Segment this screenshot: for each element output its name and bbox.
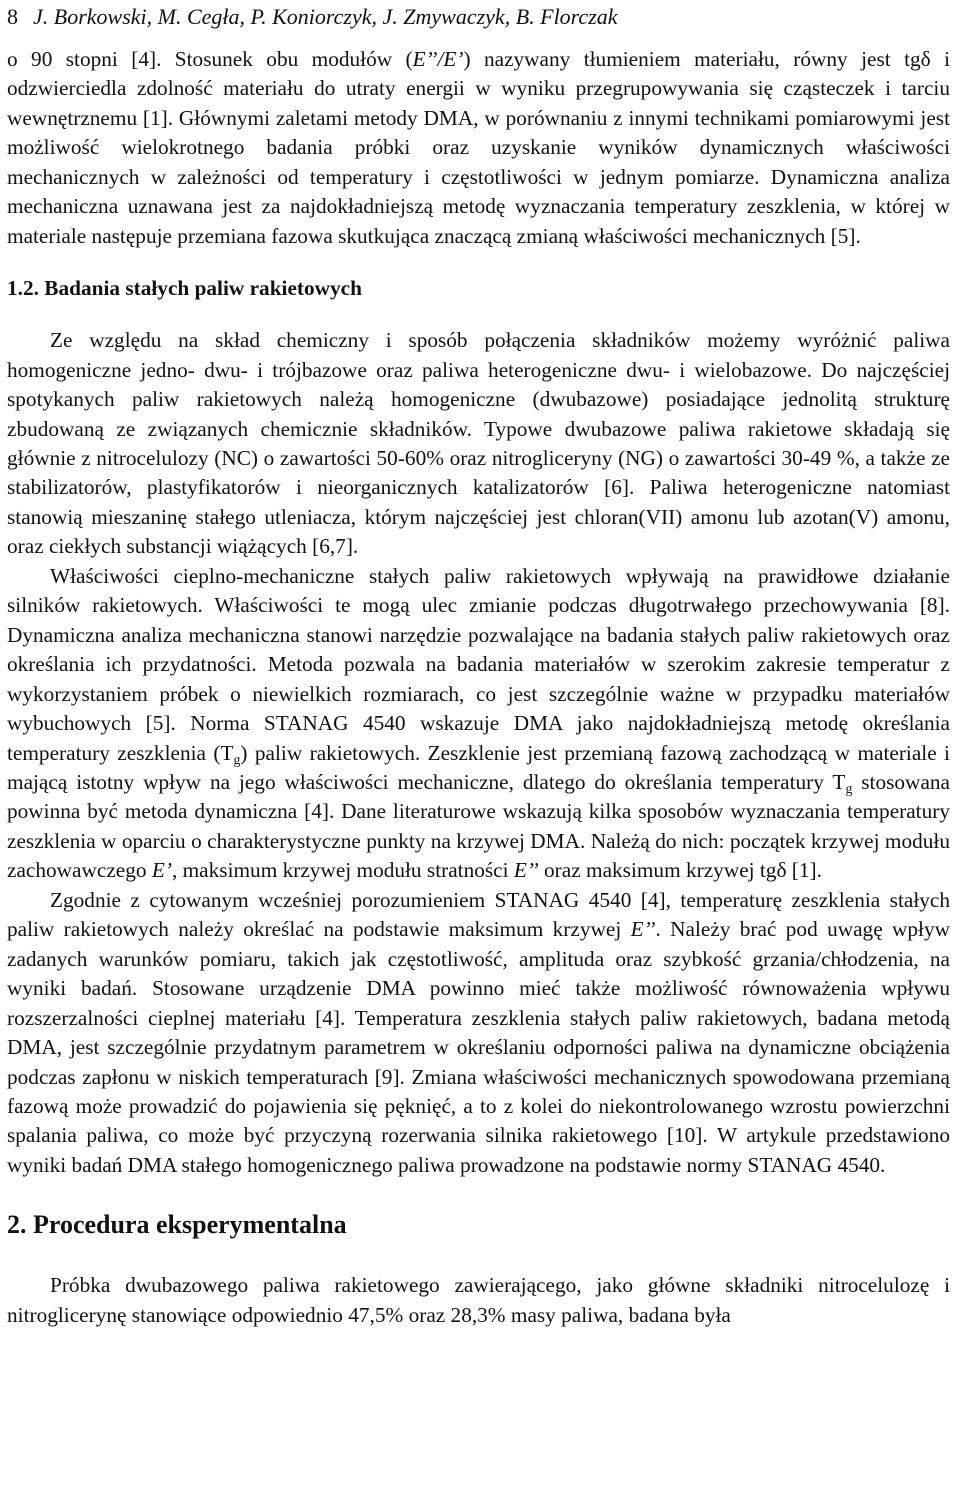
running-header-authors: J. Borkowski, M. Cegła, P. Koniorczyk, J. Zmywaczyk, B. Florczak [33, 4, 618, 29]
running-header [7, 2, 950, 32]
page-number: 8 [7, 4, 18, 29]
loss-modulus-symbol: E’’ [630, 917, 656, 942]
section-heading-2: 2. Procedura eksperymentalna [7, 1210, 347, 1240]
paragraph-propellant-types: Ze względu na skład chemiczny i sposób połączenia składników możemy wyróżnić paliwa homogeniczne jedno- dwu- i trójbazowe oraz paliwa heterogeniczne dwu- i wielobazowe. Do najczęściej spotykanych paliw rakietowych należą homogeniczne (dwubazowe) posiadające jednolitą strukturę zbudowaną ze związanych chemicznie składników. Typowe dwubazowe paliwa rakietowe składają się głównie z nitrocelulozy (NC) o zawartości 50-60% oraz nitrogliceryny (NG) o zawartości 30-49 %, a także ze stabilizatorów, plastyfikatorów i nieorganicznych katalizatorów [6]. Paliwa heterogeniczne natomiast stanowią mieszaninę stałego utleniacza, którym najczęściej jest chloran(VII) amonu lub azotan(V) amonu, oraz ciekłych substancji wiążących [6,7]. [7, 328, 950, 559]
paragraph-sample-description: Próbka dwubazowego paliwa rakietowego zawierającego, jako główne składniki nitrocelulozę i nitroglicerynę stanowiące odpowiednio 47,5% oraz 28,3% masy paliwa, badana była [7, 1273, 950, 1327]
paragraph-stanag-4540: Zgodnie z cytowanym wcześniej porozumieniem STANAG 4540 [4], temperaturę zeszklenia stałych paliw rakietowych należy określać na podstawie maksimum krzywej E’’. Należy brać pod uwagę wpływ zadanych warunków pomiaru, takich jak częstotliwość, amplituda oraz szybkość grzania/chłodzenia, na wyniki badań. Stosowane urządzenie DMA powinno mieć także możliwość równoważenia wpływu rozszerzalności cieplnej materiału [4]. Temperatura zeszklenia stałych paliw rakietowych, badana metodą DMA, jest szczególnie przydatnym parametrem w określaniu odporności paliwa na dynamiczne obciążenia podczas zapłonu w niskich temperaturach [9]. Zmiana właściwości mechanicznych spowodowana przemianą fazową może prowadzić do pojawienia się pęknięć, a to z kolei do niekontrolowanego wzrostu powierzchni spalania paliwa, co może być przyczyną rozerwania silnika rakietowego [10]. W artykule przedstawiono wyniki badań DMA stałego homogenicznego paliwa prowadzone na podstawie normy STANAG 4540. [7, 887, 950, 1177]
storage-modulus-symbol: E’ [151, 858, 172, 883]
loss-modulus-symbol: E’’ [513, 858, 539, 883]
paragraph-dma-intro: o 90 stopni [4]. Stosunek obu modułów (E’’/E’) nazywany tłumieniem materiału, równy jest tgδ i odzwierciedla zdolność materiału do utraty energii w wyniku przegrupowywania się cząsteczek i tarciu wewnętrznemu [1]. Głównymi zaletami metody DMA, w porównaniu z innymi technikami pomiarowymi jest możliwość wielokrotnego badania próbki oraz uzyskanie wyników dynamicznych właściwości mechanicznych w zależności od temperatury i częstotliwości w jednym pomiarze. Dynamiczna analiza mechaniczna uznawana jest za najdokładniejszą metodę wyznaczania temperatury zeszklenia, w której w materiale następuje przemiana fazowa skutkująca znaczącą zmianą właściwości mechanicznych [5]. [7, 47, 950, 248]
paragraph-thermomechanical-properties: Właściwości cieplno-mechaniczne stałych paliw rakietowych wpływają na prawidłowe działanie silników rakietowych. Właściwości te mogą ulec zmianie podczas długotrwałego przechowywania [8]. Dynamiczna analiza mechaniczna stanowi narzędzie pozwalające na badania stałych paliw rakietowych oraz określania ich przydatności. Metoda pozwala na badania materiałów w szerokim zakresie temperatur z wykorzystaniem próbek o niewielkich rozmiarach, co jest szczególnie ważne w przypadku materiałów wybuchowych [5]. Norma STANAG 4540 wskazuje DMA jako najdokładniejszą metodę określania temperatury zeszklenia $(T_g)$ paliw rakietowych. Zeszklenie jest przemianą fazową zachodzącą w materiale i mającą istotny wpływ na jego właściwości mechaniczne, dlatego do określania temperatury $T_g$ stosowana powinna być metoda dynamiczna [4]. Dane literaturowe wskazują kilka sposobów wyznaczania temperatury zeszklenia w oparciu o charakterystyczne punkty na krzywej DMA. Należą do nich: początek krzywej modułu zachowawczego E’, maksimum krzywej modułu stratności E’’ oraz maksimum krzywej tgδ [1]. [7, 563, 950, 883]
article-body [7, 45, 950, 1330]
subsection-heading-1-2: 1.2. Badania stałych paliw rakietowych [7, 276, 362, 301]
modulus-ratio-symbol: E’’/E’ [412, 47, 464, 71]
